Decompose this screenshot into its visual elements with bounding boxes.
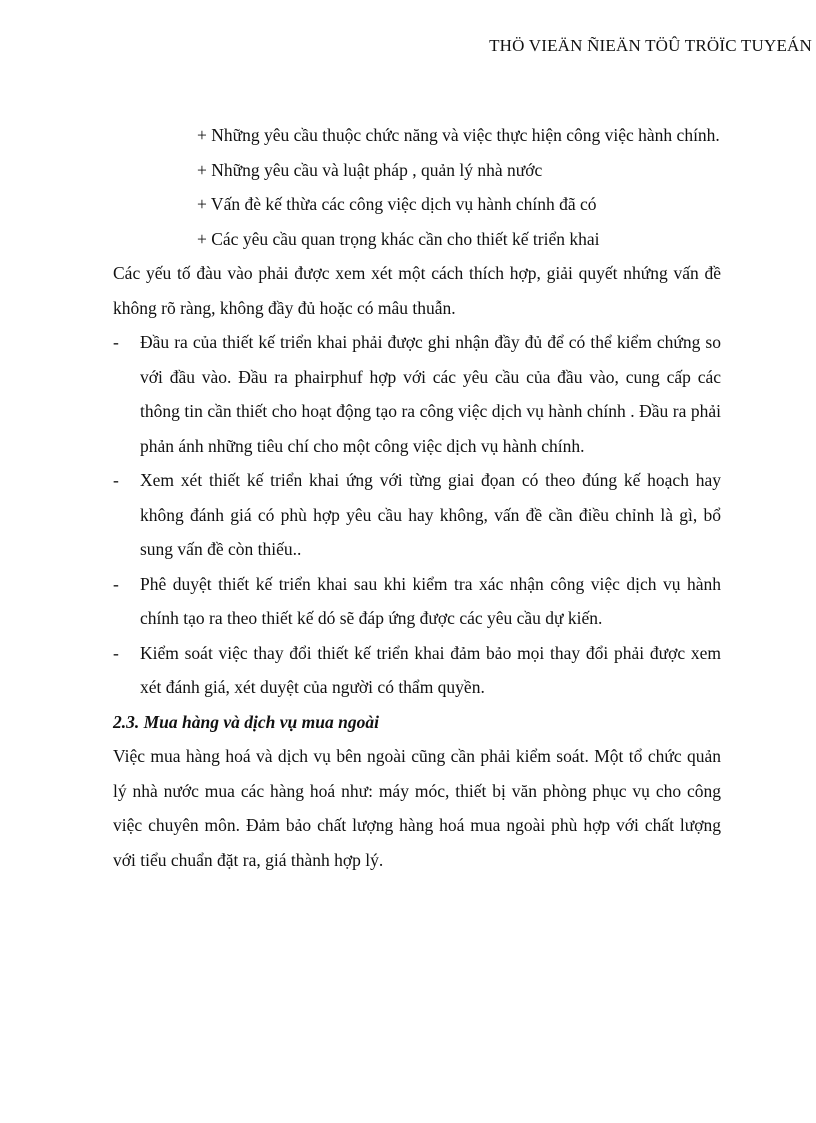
dash-marker: - xyxy=(113,332,119,352)
dash-item-text: Xem xét thiết kế triển khai ứng với từng giai đọan có theo đúng kế hoạch hay không đánh giá có phù hợp yêu cầu hay không, vấn đề cần điều chỉnh là gì, bổ sung vấn đề còn thiếu.. xyxy=(140,470,721,559)
input-paragraph: Các yếu tố đàu vào phải được xem xét một cách thích hợp, giải quyết nhứng vấn đề không rõ ràng, không đầy đủ hoặc có mâu thuẫn. xyxy=(113,263,721,318)
plus-item-inheritance: + Vấn đè kế thừa các công việc dịch vụ hành chính đã có xyxy=(197,194,597,214)
dash-item-change-control xyxy=(113,636,721,705)
document-body xyxy=(113,118,721,877)
dash-item-text: Đầu ra của thiết kế triển khai phải được ghi nhận đầy đủ để có thể kiểm chứng so với đầu vào. Đầu ra phairphuf hợp với các yêu cầu của đầu vào, cung cấp các thông tin cần thiết cho hoạt động tạo ra công việc dịch vụ hành chính . Đầu ra phải phản ánh những tiêu chí cho một công việc dịch vụ hành chính. xyxy=(140,332,721,456)
plus-item-other: + Các yêu cầu quan trọng khác cần cho thiết kế triển khai xyxy=(197,228,600,249)
dash-item-text: Kiểm soát việc thay đổi thiết kế triển khai đảm bảo mọi thay đổi phải được xem xét đánh giá, xét duyệt của người có thẩm quyền. xyxy=(140,642,721,697)
dash-marker: - xyxy=(113,642,119,663)
dash-item-review xyxy=(113,463,721,567)
section-heading: 2.3. Mua hàng và dịch vụ mua ngoài xyxy=(113,711,379,732)
plus-item-legal: + Những yêu cầu và luật pháp , quản lý nhà nước xyxy=(197,159,543,180)
plus-item-functional: + Những yêu cầu thuộc chức năng và việc thực hiện công việc hành chính. xyxy=(197,125,720,145)
dash-item-output xyxy=(113,325,721,463)
dash-item-approval xyxy=(113,567,721,636)
dash-item-text: Phê duyệt thiết kế triển khai sau khi kiểm tra xác nhận công việc dịch vụ hành chính tạo ra theo thiết kế dó sẽ đáp ứng được các yêu cầu dự kiến. xyxy=(140,573,721,628)
section-paragraph: Việc mua hàng hoá và dịch vụ bên ngoài cũng cần phải kiểm soát. Một tổ chức quản lý nhà nước mua các hàng hoá như: máy móc, thiết bị văn phòng phục vụ cho công việc chuyên môn. Đảm bảo chất lượng hàng hoá mua ngoài phù hợp với chất lượng với tiểu chuẩn đặt ra, giá thành hợp lý. xyxy=(113,746,721,870)
dash-marker: - xyxy=(113,573,119,594)
dash-marker: - xyxy=(113,470,119,490)
running-header: THÖ VIEÄN ÑIEÄN TÖÛ TRÖÏC TUYEÁN xyxy=(489,36,812,55)
